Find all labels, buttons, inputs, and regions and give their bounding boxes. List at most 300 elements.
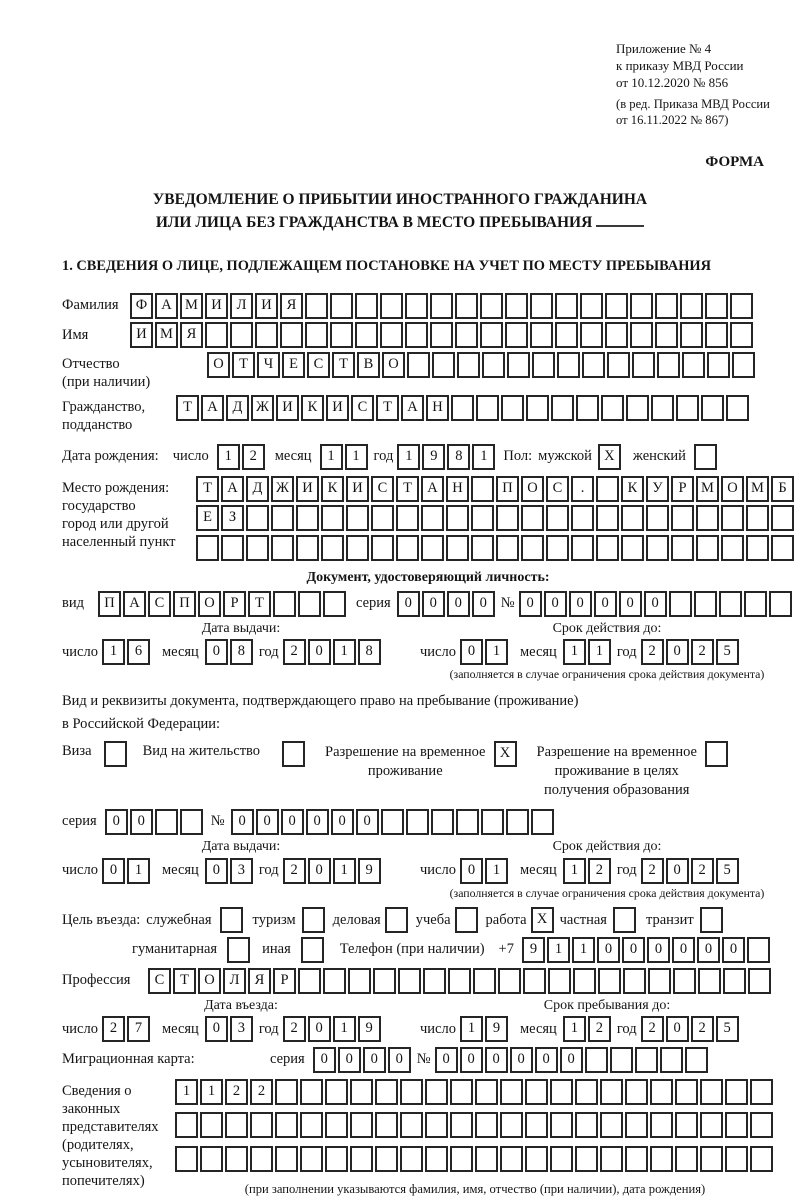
char-box: 1 (460, 1016, 483, 1042)
char-box: 1 (200, 1079, 223, 1105)
char-box: П (496, 476, 519, 502)
char-box (196, 535, 219, 561)
char-box (280, 322, 303, 348)
title-line-2: ИЛИ ЛИЦА БЕЗ ГРАЖДАНСТВА В МЕСТО ПРЕБЫВАНИЯ (0, 211, 800, 234)
char-box (598, 968, 621, 994)
residence-doc-options (62, 740, 794, 800)
char-box (471, 505, 494, 531)
char-box: 0 (666, 858, 689, 884)
char-box: 0 (435, 1047, 458, 1073)
char-box: Т (332, 352, 355, 378)
char-box: Р (223, 591, 246, 617)
char-box (675, 1079, 698, 1105)
char-box: 0 (281, 809, 304, 835)
day-label: число (420, 1020, 456, 1037)
char-box: X (494, 741, 517, 767)
char-box (471, 476, 494, 502)
day-label: число (420, 643, 456, 660)
char-box: 0 (102, 858, 125, 884)
birth-place-line-2 (196, 505, 796, 532)
char-box: 0 (130, 809, 153, 835)
surname-boxes (130, 292, 755, 319)
char-box: 0 (519, 591, 542, 617)
entry-date-title: Дата въезда: (204, 997, 278, 1013)
char-box (330, 322, 353, 348)
char-box: И (255, 293, 278, 319)
residence-doc-intro: Вид и реквизиты документа, подтверждающего право на пребывание (проживание) в Российской Федерации: (62, 693, 579, 733)
char-box: С (148, 968, 171, 994)
issue-day-boxes (102, 857, 152, 884)
char-box (380, 293, 403, 319)
issue-year-boxes (283, 857, 383, 884)
char-box (748, 968, 771, 994)
education-residence-checkbox (697, 740, 730, 767)
char-box (301, 937, 324, 963)
char-box (701, 395, 724, 421)
char-box (425, 1112, 448, 1138)
char-box (375, 1146, 398, 1172)
char-box: 1 (563, 858, 586, 884)
char-box: Т (232, 352, 255, 378)
stay-day-boxes (460, 1016, 510, 1043)
char-box (557, 352, 580, 378)
char-box (725, 1146, 748, 1172)
char-box: У (646, 476, 669, 502)
purpose-study-label: учеба (415, 911, 451, 928)
char-box: П (173, 591, 196, 617)
title-line-1: УВЕДОМЛЕНИЕ О ПРИБЫТИИ ИНОСТРАННОГО ГРАЖДАНИНА (152, 191, 648, 208)
char-box: И (205, 293, 228, 319)
expiry-year-boxes (641, 857, 741, 884)
char-box: К (321, 476, 344, 502)
birth-place-line-3 (196, 534, 796, 561)
char-box (325, 1112, 348, 1138)
char-box (705, 741, 728, 767)
char-box: 1 (345, 444, 368, 470)
char-box: 3 (230, 858, 253, 884)
char-box (694, 591, 717, 617)
char-box (271, 505, 294, 531)
char-box (744, 591, 767, 617)
char-box: 9 (522, 937, 545, 963)
char-box (723, 968, 746, 994)
purpose-row-2 (132, 936, 794, 963)
char-box: Е (282, 352, 305, 378)
char-box: 0 (560, 1047, 583, 1073)
char-box (650, 1079, 673, 1105)
representatives-note: (при заполнении указываются фамилия, имя, отчество (при наличии), дата рождения) (244, 1182, 706, 1197)
char-box (694, 444, 717, 470)
sex-female-label: женский (632, 448, 686, 465)
char-box: 0 (306, 809, 329, 835)
char-box (576, 395, 599, 421)
education-residence-option (537, 740, 730, 800)
char-box (555, 322, 578, 348)
birth-date-row (62, 443, 794, 470)
char-box: А (401, 395, 424, 421)
identity-doc-dates (62, 621, 794, 683)
issue-month-boxes (205, 639, 255, 666)
char-box (601, 395, 624, 421)
char-box (475, 1146, 498, 1172)
char-box: 5 (716, 858, 739, 884)
char-box (573, 968, 596, 994)
char-box: 0 (544, 591, 567, 617)
char-box (471, 535, 494, 561)
char-box: К (301, 395, 324, 421)
expiry-note: (заполняется в случае ограничения срока действия документа) (449, 667, 765, 682)
year-label: год (258, 861, 279, 878)
purpose-business-label: деловая (332, 911, 381, 928)
char-box (525, 1112, 548, 1138)
char-box (180, 809, 203, 835)
purpose-tourism-label: туризм (252, 911, 296, 928)
char-box (521, 505, 544, 531)
char-box (571, 505, 594, 531)
char-box: 1 (397, 444, 420, 470)
char-box (348, 968, 371, 994)
char-box (625, 1079, 648, 1105)
residence-permit-label: Вид на жительство (142, 743, 261, 760)
char-box (750, 1079, 773, 1105)
char-box (225, 1146, 248, 1172)
char-box (705, 322, 728, 348)
birth-place-line-1 (196, 475, 796, 502)
purpose-other-label: иная (262, 941, 291, 958)
char-box: Т (248, 591, 271, 617)
visa-option (62, 740, 129, 767)
char-box (430, 293, 453, 319)
char-box: Н (446, 476, 469, 502)
char-box (155, 809, 178, 835)
char-box (525, 1146, 548, 1172)
char-box: 9 (358, 858, 381, 884)
char-box (475, 1079, 498, 1105)
char-box (530, 322, 553, 348)
char-box (671, 505, 694, 531)
char-box (621, 505, 644, 531)
char-box: С (351, 395, 374, 421)
char-box: 0 (460, 1047, 483, 1073)
char-box (700, 1146, 723, 1172)
char-box (550, 1079, 573, 1105)
issue-month-boxes (205, 857, 255, 884)
char-box: Д (246, 476, 269, 502)
char-box (575, 1112, 598, 1138)
char-box: 0 (722, 937, 745, 963)
char-box: Б (771, 476, 794, 502)
char-box: М (746, 476, 769, 502)
month-label: месяц (519, 1020, 557, 1037)
birth-month-boxes (320, 443, 370, 470)
char-box (500, 1079, 523, 1105)
appendix-line: к приказу МВД России (616, 58, 744, 73)
char-box (726, 395, 749, 421)
char-box: 0 (619, 591, 642, 617)
char-box (571, 535, 594, 561)
char-box: 1 (175, 1079, 198, 1105)
expiry-date-group (420, 621, 794, 683)
char-box (205, 322, 228, 348)
char-box: С (148, 591, 171, 617)
char-box (455, 293, 478, 319)
char-box (250, 1112, 273, 1138)
char-box (246, 535, 269, 561)
char-box: П (98, 591, 121, 617)
char-box: Р (671, 476, 694, 502)
char-box (346, 535, 369, 561)
char-box: 6 (127, 639, 150, 665)
char-box: И (130, 322, 153, 348)
char-box: 0 (205, 858, 228, 884)
month-label: месяц (161, 643, 199, 660)
char-box (523, 968, 546, 994)
char-box (200, 1146, 223, 1172)
expiry-note: (заполняется в случае ограничения срока действия документа) (449, 885, 765, 900)
char-box (275, 1079, 298, 1105)
issue-date-group (62, 621, 420, 683)
char-box (505, 322, 528, 348)
char-box: И (326, 395, 349, 421)
char-box (300, 1146, 323, 1172)
char-box (371, 505, 394, 531)
day-label: число (62, 1020, 98, 1037)
char-box (600, 1079, 623, 1105)
char-box (546, 535, 569, 561)
char-box: 1 (572, 937, 595, 963)
char-box: Ж (251, 395, 274, 421)
char-box: И (276, 395, 299, 421)
char-box (481, 809, 504, 835)
stay-month-boxes (563, 1016, 613, 1043)
char-box: В (357, 352, 380, 378)
char-box (350, 1079, 373, 1105)
issue-year-boxes (283, 639, 383, 666)
char-box (480, 293, 503, 319)
char-box (719, 591, 742, 617)
char-box: Т (376, 395, 399, 421)
char-box (605, 322, 628, 348)
purpose-private-checkbox (613, 907, 638, 934)
char-box (498, 968, 521, 994)
phone-boxes (522, 936, 772, 963)
edition-note (616, 96, 800, 128)
char-box: 0 (331, 809, 354, 835)
document-title (0, 189, 800, 234)
char-box: 0 (388, 1047, 411, 1073)
char-box (482, 352, 505, 378)
year-label: год (258, 1020, 279, 1037)
education-residence-label: Разрешение на временное проживание в целях получения образования (536, 744, 697, 799)
char-box (282, 741, 305, 767)
char-box: 0 (105, 809, 128, 835)
char-box: 7 (127, 1016, 150, 1042)
char-box (551, 395, 574, 421)
phone-label: Телефон (при наличии) (339, 941, 485, 958)
issue-date-group (62, 839, 420, 901)
char-box (325, 1079, 348, 1105)
series-label: серия (355, 594, 391, 611)
char-box (255, 322, 278, 348)
representatives-line-2 (175, 1112, 775, 1139)
char-box: 9 (422, 444, 445, 470)
char-box: 0 (672, 937, 695, 963)
char-box: С (546, 476, 569, 502)
char-box (771, 505, 794, 531)
char-box (396, 535, 419, 561)
arrival-notification-form-page (0, 40, 800, 1203)
sex-male-label: мужской (538, 448, 592, 465)
expiry-month-boxes (563, 857, 613, 884)
purpose-transit-label: транзит (645, 911, 694, 928)
char-box (473, 968, 496, 994)
char-box: 0 (644, 591, 667, 617)
char-box (230, 322, 253, 348)
char-box (700, 907, 723, 933)
char-box: 0 (205, 639, 228, 665)
birth-date-label: Дата рождения: (62, 448, 159, 465)
year-label: год (373, 448, 394, 465)
char-box (732, 352, 755, 378)
char-box (582, 352, 605, 378)
char-box (673, 968, 696, 994)
char-box (610, 1047, 633, 1073)
sex-label: Пол: (503, 448, 533, 465)
char-box (721, 535, 744, 561)
birth-place-label: Место рождения: государство город или другой населенный пункт (62, 480, 176, 551)
purpose-row-1 (62, 907, 794, 934)
day-label: число (172, 448, 209, 465)
char-box (446, 505, 469, 531)
char-box: 2 (283, 639, 306, 665)
char-box (750, 1112, 773, 1138)
char-box (605, 293, 628, 319)
char-box (725, 1079, 748, 1105)
char-box (660, 1047, 683, 1073)
char-box: 0 (697, 937, 720, 963)
char-box (296, 535, 319, 561)
char-box: 1 (127, 858, 150, 884)
char-box (405, 322, 428, 348)
char-box: Е (196, 505, 219, 531)
char-box (630, 293, 653, 319)
temporary-residence-label: Разрешение на временное проживание (325, 744, 486, 780)
char-box: 0 (256, 809, 279, 835)
char-box (355, 293, 378, 319)
char-box (425, 1146, 448, 1172)
char-box: М (180, 293, 203, 319)
char-box: 2 (283, 858, 306, 884)
day-label: число (420, 861, 456, 878)
char-box (323, 968, 346, 994)
purpose-private-label: частная (559, 911, 607, 928)
profession-boxes (148, 967, 773, 994)
char-box (682, 352, 705, 378)
char-box: Р (273, 968, 296, 994)
char-box (305, 322, 328, 348)
stay-until-title: Срок пребывания до: (543, 997, 671, 1013)
char-box: 0 (666, 1016, 689, 1042)
char-box: 3 (230, 1016, 253, 1042)
birth-place-boxes (196, 475, 796, 564)
char-box (330, 293, 353, 319)
char-box (305, 293, 328, 319)
char-box (321, 505, 344, 531)
phone-prefix: +7 (498, 941, 514, 958)
char-box (675, 1112, 698, 1138)
char-box (302, 907, 325, 933)
char-box (175, 1146, 198, 1172)
char-box: М (696, 476, 719, 502)
char-box (707, 352, 730, 378)
char-box: Н (426, 395, 449, 421)
char-box (730, 322, 753, 348)
birth-year-boxes (397, 443, 497, 470)
char-box: 0 (460, 858, 483, 884)
char-box (585, 1047, 608, 1073)
char-box (600, 1112, 623, 1138)
migration-card-label: Миграционная карта: (62, 1051, 195, 1068)
purpose-label: Цель въезда: (62, 911, 141, 928)
char-box (400, 1079, 423, 1105)
char-box (200, 1112, 223, 1138)
char-box (421, 505, 444, 531)
char-box (446, 535, 469, 561)
issue-day-boxes (102, 639, 152, 666)
char-box: 0 (422, 591, 445, 617)
char-box (300, 1112, 323, 1138)
char-box: 1 (485, 639, 508, 665)
char-box (501, 395, 524, 421)
char-box (630, 322, 653, 348)
residence-permit-option (143, 740, 307, 767)
month-label: месяц (274, 448, 312, 465)
char-box (450, 1112, 473, 1138)
char-box (250, 1146, 273, 1172)
char-box: 1 (102, 639, 125, 665)
char-box: 0 (472, 591, 495, 617)
char-box (350, 1112, 373, 1138)
purpose-official-checkbox (220, 907, 245, 934)
issue-date-title: Дата выдачи: (201, 620, 281, 636)
appendix-line: Приложение № 4 (616, 41, 712, 56)
char-box (771, 535, 794, 561)
char-box: 0 (510, 1047, 533, 1073)
char-box (632, 352, 655, 378)
purpose-humanitarian-label: гуманитарная (132, 941, 218, 958)
char-box (375, 1079, 398, 1105)
char-box (746, 505, 769, 531)
month-label: месяц (519, 643, 557, 660)
char-box (650, 1112, 673, 1138)
char-box: 5 (716, 1016, 739, 1042)
char-box (530, 293, 553, 319)
char-box (298, 591, 321, 617)
year-label: год (258, 643, 279, 660)
char-box: 0 (597, 937, 620, 963)
char-box (298, 968, 321, 994)
char-box (546, 505, 569, 531)
char-box (323, 591, 346, 617)
expiry-date-title: Срок действия до: (552, 839, 662, 855)
char-box (613, 907, 636, 933)
char-box (405, 293, 428, 319)
char-box: С (371, 476, 394, 502)
char-box (750, 1146, 773, 1172)
char-box: Д (226, 395, 249, 421)
char-box (275, 1112, 298, 1138)
surname-label: Фамилия (62, 297, 119, 313)
